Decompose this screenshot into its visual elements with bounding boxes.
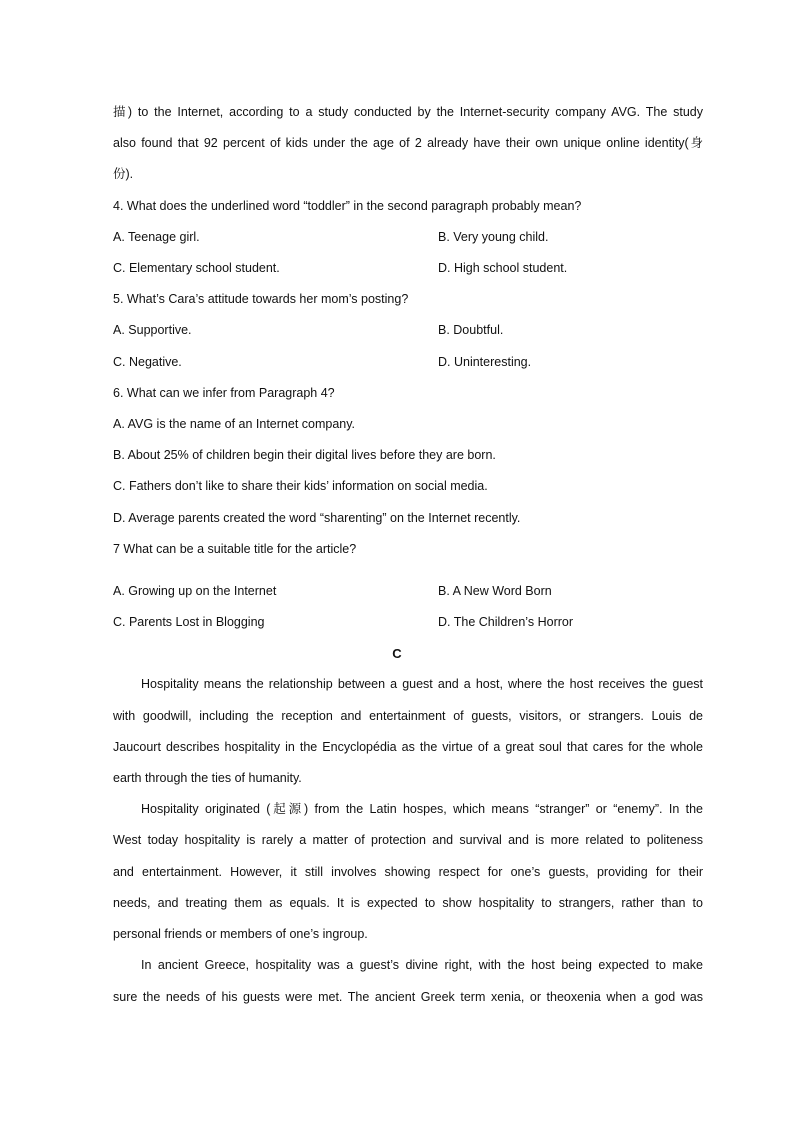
question-4-stem: 4. What does the underlined word “toddler” in the second paragraph probably mean? <box>113 199 582 213</box>
question-6-option-c: C. Fathers don’t like to share their kids’ information on social media. <box>113 479 488 493</box>
question-7-option-a: A. Growing up on the Internet <box>113 584 277 598</box>
question-7-stem: 7 What can be a suitable title for the article? <box>113 542 357 556</box>
passage-b-line-3: 份). <box>113 167 134 181</box>
passage-c-p3-line-1: In ancient Greece, hospitality was a guest’s divine right, with the host being expected to make <box>141 958 703 972</box>
passage-c-p1-line-4: earth through the ties of humanity. <box>113 771 302 785</box>
passage-c-p1-line-1: Hospitality means the relationship between a guest and a host, where the host receives the guest <box>141 677 703 691</box>
question-6-stem: 6. What can we infer from Paragraph 4? <box>113 386 335 400</box>
question-4-option-b: B. Very young child. <box>438 230 549 244</box>
question-7-option-d: D. The Children’s Horror <box>438 615 574 629</box>
question-5-option-a: A. Supportive. <box>113 323 192 337</box>
question-7-option-c: C. Parents Lost in Blogging <box>113 615 265 629</box>
question-4-option-d: D. High school student. <box>438 261 568 275</box>
passage-b-line-1: 描) to the Internet, according to a study conducted by the Internet-security company AVG. The study <box>113 105 703 119</box>
question-4-option-c: C. Elementary school student. <box>113 261 280 275</box>
passage-c-p2-line-4: needs, and treating them as equals. It is expected to show hospitality to strangers, rather than to <box>113 896 703 910</box>
question-6-option-d: D. Average parents created the word “sharenting” on the Internet recently. <box>113 511 521 525</box>
passage-c-p2-line-3: and entertainment. However, it still involves showing respect for one’s guests, providing for their <box>113 865 703 879</box>
passage-c-p3-line-2: sure the needs of his guests were met. The ancient Greek term xenia, or theoxenia when a god was <box>113 990 703 1004</box>
question-5-option-b: B. Doubtful. <box>438 323 504 337</box>
question-4-option-a: A. Teenage girl. <box>113 230 200 244</box>
passage-c-p1-line-3: Jaucourt describes hospitality in the Encyclopédia as the virtue of a great soul that cares for the whole <box>113 740 703 754</box>
passage-b-line-2: also found that 92 percent of kids under the age of 2 already have their own unique online identity(身 <box>113 136 703 150</box>
question-5-option-d: D. Uninteresting. <box>438 355 532 369</box>
passage-c-heading: C <box>392 646 402 661</box>
question-7-option-b: B. A New Word Born <box>438 584 552 598</box>
question-6-option-b: B. About 25% of children begin their digital lives before they are born. <box>113 448 496 462</box>
passage-c-p2-line-5: personal friends or members of one’s ingroup. <box>113 927 368 941</box>
question-5-option-c: C. Negative. <box>113 355 182 369</box>
passage-c-p2-line-1: Hospitality originated (起源) from the Latin hospes, which means “stranger” or “enemy”. In the <box>141 802 703 816</box>
passage-c-p2-line-2: West today hospitality is rarely a matter of protection and survival and is more related to politeness <box>113 833 703 847</box>
passage-c-p1-line-2: with goodwill, including the reception and entertainment of guests, visitors, or strangers. Louis de <box>113 709 703 723</box>
question-5-stem: 5. What’s Cara’s attitude towards her mom’s posting? <box>113 292 409 306</box>
question-6-option-a: A. AVG is the name of an Internet company. <box>113 417 356 431</box>
